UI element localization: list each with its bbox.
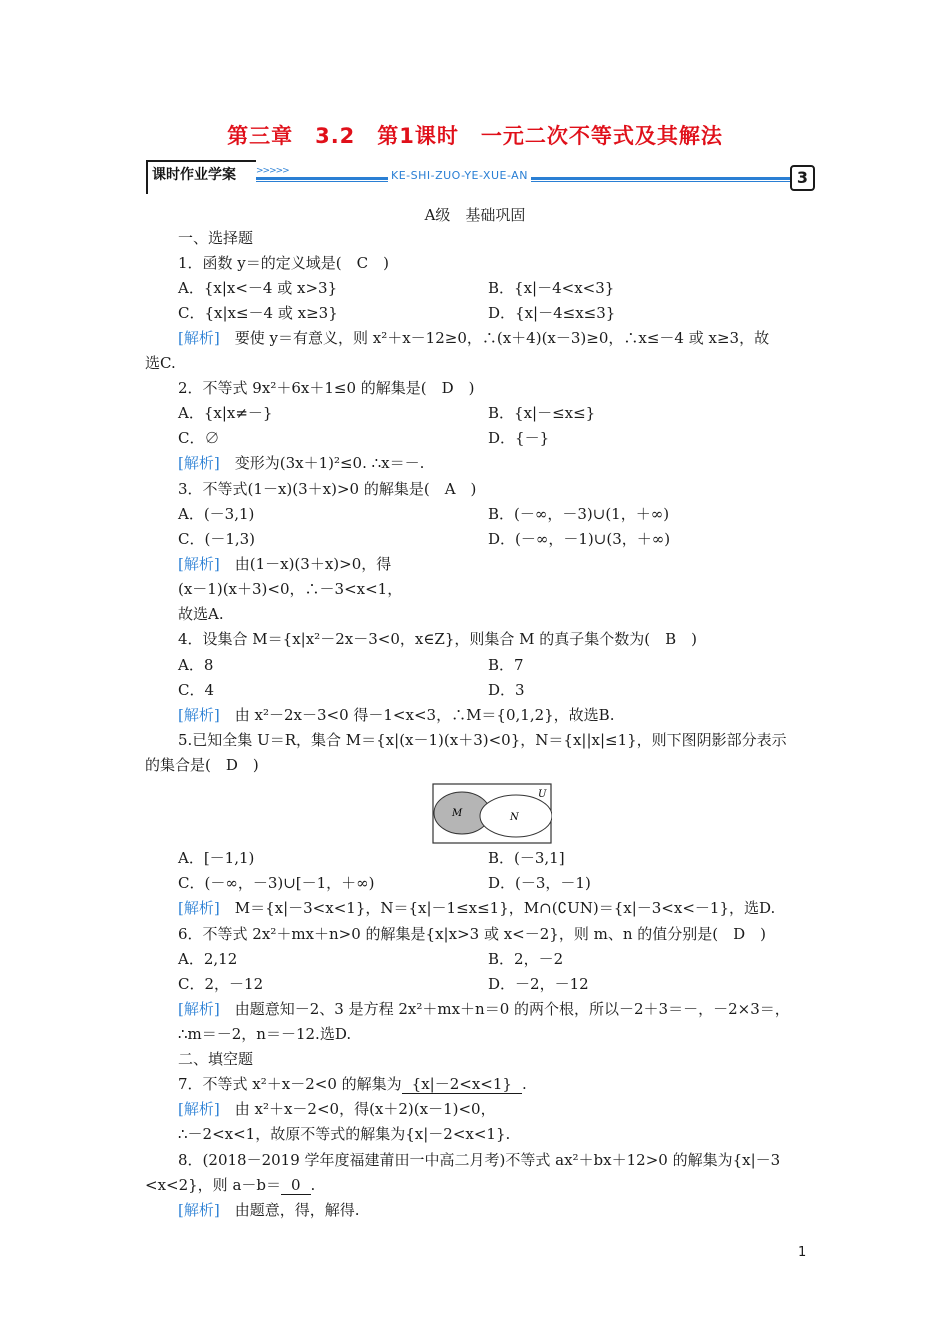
explanation-text: 由题意，得，解得.	[219, 1201, 360, 1219]
explanation-tag: [解析]	[178, 1000, 220, 1018]
option-d: D．－2，－12	[488, 975, 589, 993]
explanation-tag: [解析]	[178, 329, 220, 347]
option-a: A．{x|x≠－}	[178, 404, 273, 422]
option-b: B．{x|－4<x<3}	[488, 279, 615, 297]
explanation	[178, 453, 424, 473]
explanation-cont: ∴m＝－2，n＝－12.选D.	[178, 1025, 352, 1043]
explanation	[178, 898, 775, 918]
explanation-text: 变形为(3x＋1)²≤0. ∴x＝－.	[219, 454, 425, 472]
question-stem-cont: 的集合是( D )	[145, 756, 259, 774]
section-heading: 二、填空题	[178, 1050, 254, 1068]
set-n-label: N	[510, 812, 519, 823]
explanation-tag: [解析]	[178, 1100, 220, 1118]
explanation-tag: [解析]	[178, 899, 220, 917]
venn-diagram	[432, 783, 552, 844]
section-banner	[146, 160, 818, 194]
option-c: C．4	[178, 681, 215, 699]
explanation-tag: [解析]	[178, 454, 220, 472]
explanation	[178, 999, 790, 1019]
option-b: B．(－∞，－3)∪(1，＋∞)	[488, 505, 670, 523]
explanation	[178, 554, 391, 574]
answer-blank: {x|－2<x<1}	[402, 1075, 522, 1094]
explanation-text: 由(1－x)(3＋x)>0，得	[219, 555, 392, 573]
question-stem: 5.已知全集 U＝R，集合 M＝{x|(x－1)(x＋3)<0}，N＝{x||x|≤1}，则下图阴影部分表示	[178, 731, 787, 749]
option-d: D．3	[488, 681, 525, 699]
question-stem: 8．(2018－2019 学年度福建莆田一中高二月考)不等式 ax²＋bx＋12>0 的解集为{x|－3	[178, 1151, 781, 1169]
explanation-cont: (x－1)(x＋3)<0，∴－3<x<1，	[178, 580, 403, 598]
question-stem: 4．设集合 M＝{x|x²－2x－3<0，x∈Z}，则集合 M 的真子集个数为( B )	[178, 630, 698, 648]
section-heading: 一、选择题	[178, 229, 254, 247]
option-d: D．(－3，－1)	[488, 874, 591, 892]
explanation-cont: 故选A.	[178, 605, 224, 623]
explanation	[178, 1099, 496, 1119]
question-stem: 1．函数 y＝的定义域是( C )	[178, 254, 389, 272]
set-m-label: M	[452, 808, 463, 819]
option-a: A．8	[178, 656, 214, 674]
answer-blank: 0	[281, 1176, 311, 1195]
option-a: A．(－3,1)	[178, 505, 255, 523]
banner-pinyin: KE-SHI-ZUO-YE-XUE-AN	[388, 169, 531, 182]
fill-question	[145, 1175, 315, 1195]
question-stem: 7．不等式 x²＋x－2<0 的解集为	[178, 1075, 402, 1093]
explanation	[178, 328, 769, 348]
option-b: B．(－3,1]	[488, 849, 565, 867]
option-c: C．(－1,3)	[178, 530, 256, 548]
explanation	[178, 705, 614, 725]
page-title: 第三章 3.2 第1课时 一元二次不等式及其解法	[227, 124, 723, 148]
question-stem-cont: <x<2}，则 a－b＝	[145, 1176, 281, 1194]
universe-label: U	[538, 789, 547, 800]
option-d: D．{－}	[488, 429, 550, 447]
question-end: .	[521, 1075, 527, 1093]
question-stem: 6．不等式 2x²＋mx＋n>0 的解集是{x|x>3 或 x<－2}，则 m、n 的值分别是( D )	[178, 925, 766, 943]
explanation-text: 要使 y＝有意义，则 x²＋x－12≥0，∴(x＋4)(x－3)≥0，∴x≤－4 或 x≥3，故	[219, 329, 770, 347]
option-a: A．2,12	[178, 950, 238, 968]
option-c: C．{x|x≤－4 或 x≥3}	[178, 304, 338, 322]
explanation-text: 由 x²－2x－3<0 得－1<x<3，∴M＝{0,1,2}，故选B.	[219, 706, 615, 724]
option-b: B．2，－2	[488, 950, 564, 968]
banner-label: 课时作业学案	[152, 167, 236, 183]
banner-number: 3	[790, 165, 815, 191]
option-a: A．[－1,1)	[178, 849, 255, 867]
option-a: A．{x|x<－4 或 x>3}	[178, 279, 338, 297]
option-d: D．(－∞，－1)∪(3，＋∞)	[488, 530, 671, 548]
explanation-tag: [解析]	[178, 555, 220, 573]
fill-question	[178, 1074, 527, 1094]
explanation-cont: 选C.	[145, 354, 176, 372]
explanation-text: 由题意知－2、3 是方程 2x²＋mx＋n＝0 的两个根，所以－2＋3＝－，－2×3＝，	[219, 1000, 790, 1018]
option-c: C．∅	[178, 429, 220, 447]
option-b: B．{x|－≤x≤}	[488, 404, 596, 422]
explanation-tag: [解析]	[178, 706, 220, 724]
question-stem: 3．不等式(1－x)(3＋x)>0 的解集是( A )	[178, 480, 477, 498]
option-d: D．{x|－4≤x≤3}	[488, 304, 616, 322]
explanation-text: M＝{x|－3<x<1}，N＝{x|－1≤x≤1}，M∩(∁UN)＝{x|－3<x<－1}，选D.	[219, 899, 776, 917]
page-number: 1	[798, 1245, 807, 1260]
banner-arrows-icon: >>>>>	[256, 166, 289, 176]
option-c: C．(－∞，－3)∪[－1，＋∞)	[178, 874, 375, 892]
option-c: C．2，－12	[178, 975, 264, 993]
question-stem: 2．不等式 9x²＋6x＋1≤0 的解集是( D )	[178, 379, 475, 397]
explanation	[178, 1200, 360, 1220]
question-end: .	[310, 1176, 316, 1194]
level-heading: A级 基础巩固	[424, 206, 526, 224]
explanation-text: 由 x²＋x－2<0，得(x＋2)(x－1)<0，	[219, 1100, 496, 1118]
explanation-tag: [解析]	[178, 1201, 220, 1219]
explanation-cont: ∴－2<x<1，故原不等式的解集为{x|－2<x<1}.	[178, 1125, 511, 1143]
option-b: B．7	[488, 656, 524, 674]
